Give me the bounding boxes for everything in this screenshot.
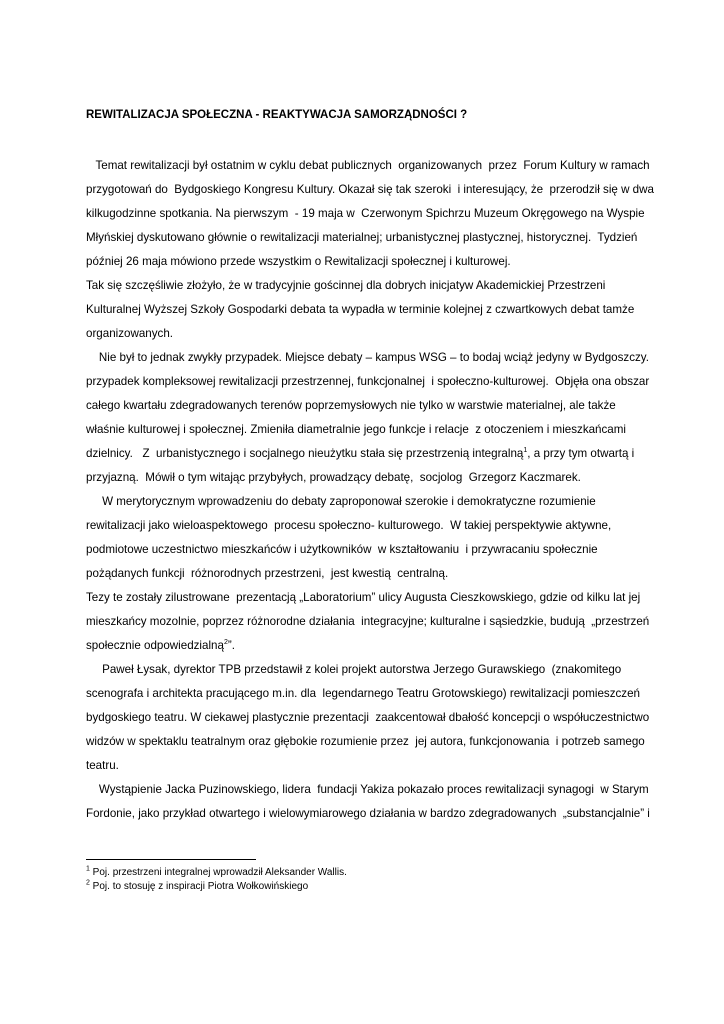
body-line: W merytorycznym wprowadzeniu do debaty zaproponował szerokie i demokratyczne rozumienie [86,495,596,508]
body-line: właśnie kulturowej i społecznej. Zmieniła diametralnie jego funkcje i relacje z otoczeniem i mieszkańcami [86,423,626,436]
body-line: przyjazną. Mówił o tym witając przybyłych, prowadzący debatę, socjolog Grzegorz Kaczmarek. [86,471,581,484]
body-line: organizowanych. [86,327,174,340]
body-line: Tak się szczęśliwie złożyło, że w tradycyjnie gościnnej dla dobrych inicjatyw Akademickiej Przestrzeni [86,279,606,292]
footnote-text: Poj. to stosuję z inspiracji Piotra Wołkowińskiego [89,881,309,892]
body-line: Paweł Łysak, dyrektor TPB przedstawił z kolei projekt autorstwa Jerzego Gurawskiego (znakomitego [86,663,622,676]
body-line: kilkugodzinne spotkania. Na pierwszym - 19 maja w Czerwonym Spichrzu Muzeum Okręgowego na Wyspie [86,207,645,220]
body-line: Fordonie, jako przykład otwartego i wielowymiarowego działania w bardzo zdegradowanych „substancjalnie” i [86,807,650,820]
footnote-mark: 2 [86,879,90,887]
body-line: teatru. [86,759,119,772]
body-line: później 26 maja mówiono przede wszystkim o Rewitalizacji społecznej i kulturowej. [86,255,511,268]
body-line-text: , a przy tym otwartą i [527,447,635,460]
body-line: Wystąpienie Jacka Puzinowskiego, lidera fundacji Yakiza pokazało proces rewitalizacji synagogi w Starym [86,783,649,796]
body-line: całego kwartału zdegradowanych terenów poprzemysłowych nie tylko w warstwie materialnej, ale także [86,399,616,412]
body-line: przygotowań do Bydgoskiego Kongresu Kultury. Okazał się tak szeroki i interesujący, że przerodził się w dwa [86,183,654,196]
body-line: Temat rewitalizacji był ostatnim w cyklu debat publicznych organizowanych przez Forum Kultury w ramach [86,159,650,172]
footnote [86,867,347,879]
body-line: Kulturalnej Wyższej Szkoły Gospodarki debata ta wypadła w terminie kolejnej z czwartkowych debat tamże [86,303,635,316]
footnote-separator [86,859,256,860]
body-line [86,639,235,653]
body-line-text: społecznie odpowiedzialną [86,639,224,652]
body-line: Młyńskiej dyskutowano głównie o rewitalizacji materialnej; urbanistycznej plastycznej, historycznej. Tydzień [86,231,638,244]
body-line-text: dzielnicy. Z urbanistycznego i socjalnego nieużytku stała się przestrzenią integralną [86,447,524,460]
document-title: REWITALIZACJA SPOŁECZNA - REAKTYWACJA SAMORZĄDNOŚCI ? [86,109,468,121]
body-line: bydgoskiego teatru. W ciekawej plastycznie prezentacji zaakcentował dbałość koncepcji o współuczestnictwo [86,711,650,724]
body-line: scenografa i architekta pracującego m.in. dla legendarnego Teatru Grotowskiego) rewitalizacji pomieszczeń [86,687,640,700]
body-line: przypadek kompleksowej rewitalizacji przestrzennej, funkcjonalnej i społeczno-kulturowej. Objęła ona obszar [86,375,650,388]
body-line: rewitalizacji jako wieloaspektowego procesu społeczno- kulturowego. W takiej perspektywie aktywne, [86,519,612,532]
body-line [86,447,634,461]
body-line: podmiotowe uczestnictwo mieszkańców i użytkowników w kształtowaniu i przywracaniu społecznie [86,543,598,556]
body-line: Tezy te zostały zilustrowane prezentacją „Laboratorium” ulicy Augusta Cieszkowskiego, gdzie od kilku lat jej [86,591,641,604]
body-line-text: ”. [227,639,235,652]
footnote-mark: 1 [86,865,90,873]
footnote [86,881,308,893]
footnote-reference[interactable]: 1 [523,447,528,455]
body-line: mieszkańcy mozolnie, poprzez różnorodne działania integracyjne; kulturalne i sąsiedzkie, budują „przestrzeń [86,615,650,628]
body-line: Nie był to jednak zwykły przypadek. Miejsce debaty – kampus WSG – to bodaj wciąż jedyny w Bydgoszczy. [86,351,649,364]
body-line: pożądanych funkcji różnorodnych przestrzeni, jest kwestią centralną. [86,567,449,580]
body-line: widzów w spektaklu teatralnym oraz głębokie rozumienie przez jej autora, funkcjonowania i potrzeb samego [86,735,645,748]
footnote-text: Poj. przestrzeni integralnej wprowadził Aleksander Wallis. [89,867,347,878]
footnote-reference[interactable]: 2 [223,639,228,647]
